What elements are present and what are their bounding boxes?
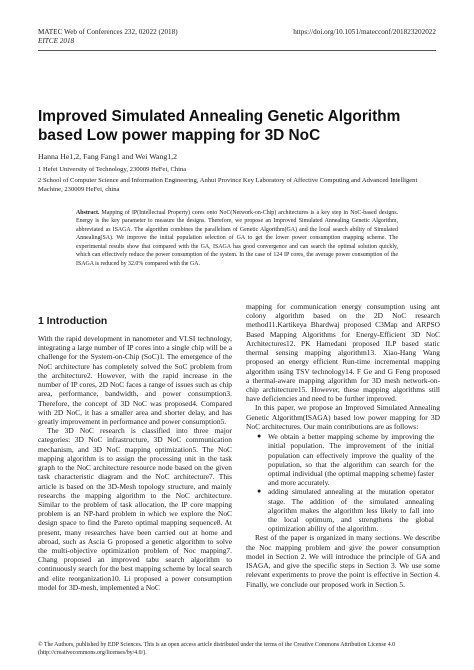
intro-paragraph-1: With the rapid development in nanometer and VLSI technology, integrating a large number of IP cores into a single chip will be a challenge for the System-on-Chip (SoC)1. The emergence of the NoC architecture has completely solved the SoC problem from the architecture2. However, with the rapid increase in the number of IP cores, 2D NoC faces a range of issues such as chip area, performance, bandwidth, and power consumption3. Therefore, the concept of 3D NoC was proposed4. Compared with 2D NoC, it has a smaller area and shorter delay, and has greatly improvement in performance and power consumption5. (38, 334, 232, 426)
affiliation-2: 2 School of Computer Science and Information Engineering, Anhui Province Key Laboratory of Affective Computing and Advanced Intelligent Machine, 230009 HeFei, china (38, 177, 418, 193)
license-text: © The Authors, published by EDP Sciences. This is an open access article distributed under the terms of the Creative Commons Attribution License 4.0 (38, 642, 396, 648)
conference-name: EITCE 2018 (38, 37, 75, 45)
contributions-list (246, 432, 440, 533)
doi-link[interactable]: https://doi.org/10.1051/matecconf/201823202022 (293, 28, 436, 36)
header-divider (38, 50, 436, 51)
journal-citation: MATEC Web of Conferences 232, 02022 (2018) (38, 28, 178, 36)
right-column (246, 302, 440, 589)
left-column (38, 316, 232, 592)
section-heading-introduction: 1 Introduction (38, 316, 108, 327)
paper-title: Improved Simulated Annealing Genetic Algorithm based Low power mapping for 3D NoC (38, 108, 401, 144)
intro-paragraph-3: mapping for communication energy consumption using ant colony algorithm based on the 2D NoC research method11.Kartikeya Bhardwaj proposed C3Map and ARPSO Based Mapping Algorithms for Energy-Efficient 3D NoC Architectures12. PK Hamedani proposed ILP based static thermal sensing mapping algorithm13. Xiao-Hang Wang proposed an energy efficient Run-time incremental mapping algorithm using TSV technology14. F Ge and G Feng proposed a thermal-aware mapping algorithm for 3D mesh network-on-chip architecture15. However, these mapping algorithms still have deficiencies and need to be further improved. (246, 302, 440, 404)
list-item (246, 487, 434, 533)
abstract-text: Mapping of IP(Intellectual Property) cores onto NoC(Network-on-Chip) architectures is a key step in NoC-based designs. Energy is the key parameter to measure the designs. Therefore, we propose an Improved Simulated Annealing Genetic Algorithm, abbreviated as ISAGA. The algorithm combines the parallelism of Genetic Algorithm(GA) and the local search ability of Simulated Annealing(SA). We improve the initial population selection of GA to get the lower power consumption mapping scheme. The experimental results show that compared with the GA, ISAGA has good convergence and can search the optimal solution quickly, which can effectively reduce the power consumption of the system. In the case of 124 IP cores, the average power consumption of the ISAGA is reduced by 32.0% compared with the GA. (76, 210, 398, 267)
intro-paragraph-5: Rest of the paper is organized in many sections. We describe the Noc mapping problem and give the power consumption model in Section 2. We will introduce the principle of GA and ISAGA, and give the specific steps in Section 3. We use some relevant experiments to prove the point is effective in Section 4. Finally, we conclude our proposed work in Section 5. (246, 533, 440, 589)
intro-paragraph-2: The 3D NoC research is classified into three major categories: 3D NoC infrastructure, 3D NoC communication mechanism, and 3D NoC mapping optimization5. The NoC mapping algorithm is to assign the processing unit in the task graph to the NoC architecture resource node based on the given task characteristic diagram and the NoC architecture7. This article is based on the 3D-Mesh topology structure, and mainly researchs the mapping algorithm to the NoC architecture. Similar to the problem of task allocation, the IP core mapping problem is an NP-hard problem in which we explore the NoC design space to find the Pareto optimal mapping sequence8. At present, many researches have been carried out at home and abroad, such as Ascia G proposed a genetic algorithm to solve the multi-objective optimization problem of Noc mapping7. Chang proposed an improved tabu search algorithm to continuously search for the best mapping scheme by local search and elite reorganization10. Li proposed a power consumption model for 3D-mesh, implemented a NoC (38, 426, 232, 592)
intro-paragraph-4: In this paper, we propose an Improved Simulated Annealing Genetic Algorithm(ISAGA) based low power mapping for 3D NoC architectures. Our main contributions are as follows: (246, 403, 440, 431)
license-link[interactable]: (http://creativecommons.org/licenses/by/4.0/). (38, 649, 147, 656)
bullet-icon: ● (257, 487, 262, 496)
list-item (246, 432, 434, 487)
abstract-label: Abstract. (76, 210, 100, 216)
contribution-text-2: adding simulated annealing at the mutation operator stage. The addition of the simulated annealing algorithm makes the algorithm less likely to fall into the local optimum, and strengthens the global optimization ability of the algorithm. (268, 487, 434, 534)
author-list: Hanna He1,2, Fang Fang1 and Wei Wang1,2 (38, 152, 177, 161)
contribution-text-1: We obtain a better mapping scheme by improving the initial population. The improvement of the initial population can effectively improve the quality of the population, so that the algorithm can search for the optimal individual (the optimal mapping scheme) faster and more accurately. (268, 432, 434, 488)
license-footer (38, 642, 446, 657)
affiliation-1: 1 Hefei University of Technology, 230009 HeFei, China (38, 166, 187, 173)
bullet-icon: ● (257, 432, 262, 441)
abstract (76, 209, 398, 268)
